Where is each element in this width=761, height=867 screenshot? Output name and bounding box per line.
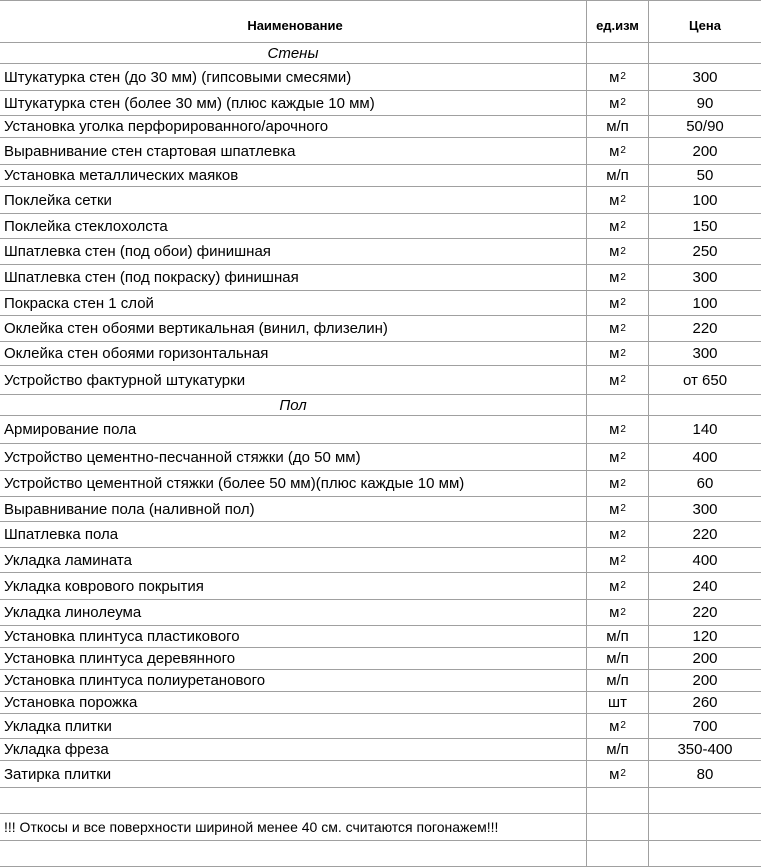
item-unit: м/п bbox=[587, 670, 649, 692]
table-row bbox=[0, 265, 761, 291]
table-row bbox=[0, 739, 761, 761]
item-price: 400 bbox=[649, 548, 761, 573]
table-row bbox=[0, 138, 761, 165]
item-price: 140 bbox=[649, 416, 761, 444]
table-row bbox=[0, 165, 761, 187]
item-unit: м/п bbox=[587, 648, 649, 670]
item-price: 700 bbox=[649, 714, 761, 739]
item-name: Укладка плитки bbox=[0, 714, 587, 739]
table-row bbox=[0, 648, 761, 670]
section-row bbox=[0, 43, 761, 64]
item-price: 250 bbox=[649, 239, 761, 265]
item-unit: м 2 bbox=[587, 187, 649, 214]
item-unit: м 2 bbox=[587, 91, 649, 116]
table-row bbox=[0, 91, 761, 116]
table-row bbox=[0, 600, 761, 626]
item-name: Установка металлических маяков bbox=[0, 165, 587, 187]
item-unit: м 2 bbox=[587, 64, 649, 91]
item-name: Шпатлевка пола bbox=[0, 522, 587, 548]
item-unit: м 2 bbox=[587, 265, 649, 291]
table-row bbox=[0, 416, 761, 444]
item-unit: м/п bbox=[587, 626, 649, 648]
item-price: 300 bbox=[649, 497, 761, 522]
item-name: Установка плинтуса полиуретанового bbox=[0, 670, 587, 692]
item-price: 260 bbox=[649, 692, 761, 714]
item-name: Оклейка стен обоями горизонтальная bbox=[0, 342, 587, 366]
item-name: Установка уголка перфорированного/арочного bbox=[0, 116, 587, 138]
table-row bbox=[0, 214, 761, 239]
item-unit: м 2 bbox=[587, 600, 649, 626]
item-unit: м 2 bbox=[587, 342, 649, 366]
item-price: 240 bbox=[649, 573, 761, 600]
item-price bbox=[649, 841, 761, 867]
item-unit: м/п bbox=[587, 116, 649, 138]
item-unit: м 2 bbox=[587, 497, 649, 522]
table-row bbox=[0, 116, 761, 138]
header-price: Цена bbox=[649, 0, 761, 43]
item-unit: м/п bbox=[587, 165, 649, 187]
item-unit: м 2 bbox=[587, 444, 649, 471]
item-name: Укладка ламината bbox=[0, 548, 587, 573]
table-row bbox=[0, 366, 761, 395]
item-price: 60 bbox=[649, 471, 761, 497]
item-price: 220 bbox=[649, 316, 761, 342]
item-price bbox=[649, 814, 761, 841]
item-price bbox=[649, 395, 761, 416]
item-name: Установка плинтуса деревянного bbox=[0, 648, 587, 670]
table-header-row bbox=[0, 0, 761, 43]
section-title: Пол bbox=[0, 395, 587, 416]
header-name: Наименование bbox=[0, 0, 587, 43]
item-unit bbox=[587, 841, 649, 867]
item-name: Устройство цементно-песчанной стяжки (до 50 мм) bbox=[0, 444, 587, 471]
table-row bbox=[0, 342, 761, 366]
item-unit bbox=[587, 788, 649, 814]
item-price: 100 bbox=[649, 291, 761, 316]
item-unit: м 2 bbox=[587, 291, 649, 316]
item-unit: м 2 bbox=[587, 573, 649, 600]
table-row bbox=[0, 692, 761, 714]
item-unit: м 2 bbox=[587, 416, 649, 444]
item-unit: м 2 bbox=[587, 714, 649, 739]
blank-row bbox=[0, 788, 761, 814]
item-price: 220 bbox=[649, 600, 761, 626]
table-row bbox=[0, 714, 761, 739]
item-unit: м 2 bbox=[587, 522, 649, 548]
item-name: Армирование пола bbox=[0, 416, 587, 444]
item-price: 400 bbox=[649, 444, 761, 471]
item-name: Укладка линолеума bbox=[0, 600, 587, 626]
item-price: 300 bbox=[649, 64, 761, 91]
item-price: от 650 bbox=[649, 366, 761, 395]
table-row bbox=[0, 522, 761, 548]
table-row bbox=[0, 573, 761, 600]
item-name: Выравнивание пола (наливной пол) bbox=[0, 497, 587, 522]
item-price: 120 bbox=[649, 626, 761, 648]
item-name bbox=[0, 788, 587, 814]
item-price: 90 bbox=[649, 91, 761, 116]
item-price bbox=[649, 788, 761, 814]
note-text: !!! Откосы и все поверхности шириной менее 40 см. считаются погонажем!!! bbox=[0, 814, 587, 841]
note-row bbox=[0, 814, 761, 841]
item-name: Устройство фактурной штукатурки bbox=[0, 366, 587, 395]
table-row bbox=[0, 670, 761, 692]
item-unit: м 2 bbox=[587, 239, 649, 265]
item-price bbox=[649, 43, 761, 64]
item-name: Установка порожка bbox=[0, 692, 587, 714]
table-row bbox=[0, 187, 761, 214]
item-name: Штукатурка стен (до 30 мм) (гипсовыми смесями) bbox=[0, 64, 587, 91]
table-row bbox=[0, 471, 761, 497]
section-row bbox=[0, 395, 761, 416]
item-name: Поклейка сетки bbox=[0, 187, 587, 214]
table-row bbox=[0, 316, 761, 342]
item-name: Шпатлевка стен (под обои) финишная bbox=[0, 239, 587, 265]
item-name: Устройство цементной стяжки (более 50 мм)(плюс каждые 10 мм) bbox=[0, 471, 587, 497]
table-row bbox=[0, 64, 761, 91]
item-price: 50/90 bbox=[649, 116, 761, 138]
item-unit: м 2 bbox=[587, 761, 649, 788]
item-name bbox=[0, 841, 587, 867]
table-row bbox=[0, 497, 761, 522]
item-price: 220 bbox=[649, 522, 761, 548]
item-unit bbox=[587, 395, 649, 416]
item-unit: м/п bbox=[587, 739, 649, 761]
item-unit: м 2 bbox=[587, 316, 649, 342]
item-price: 200 bbox=[649, 670, 761, 692]
blank-row bbox=[0, 841, 761, 867]
item-price: 200 bbox=[649, 648, 761, 670]
table-row bbox=[0, 239, 761, 265]
item-name: Покраска стен 1 слой bbox=[0, 291, 587, 316]
item-name: Поклейка стеклохолста bbox=[0, 214, 587, 239]
item-unit: шт bbox=[587, 692, 649, 714]
item-unit: м 2 bbox=[587, 138, 649, 165]
item-unit: м 2 bbox=[587, 214, 649, 239]
item-name: Укладка фреза bbox=[0, 739, 587, 761]
item-price: 50 bbox=[649, 165, 761, 187]
table-row bbox=[0, 626, 761, 648]
table-row bbox=[0, 761, 761, 788]
item-name: Укладка коврового покрытия bbox=[0, 573, 587, 600]
item-price: 80 bbox=[649, 761, 761, 788]
item-name: Оклейка стен обоями вертикальная (винил, флизелин) bbox=[0, 316, 587, 342]
item-price: 300 bbox=[649, 265, 761, 291]
item-unit: м 2 bbox=[587, 366, 649, 395]
item-name: Штукатурка стен (более 30 мм) (плюс каждые 10 мм) bbox=[0, 91, 587, 116]
item-name: Выравнивание стен стартовая шпатлевка bbox=[0, 138, 587, 165]
item-price: 300 bbox=[649, 342, 761, 366]
item-name: Шпатлевка стен (под покраску) финишная bbox=[0, 265, 587, 291]
table-row bbox=[0, 548, 761, 573]
item-name: Затирка плитки bbox=[0, 761, 587, 788]
item-price: 100 bbox=[649, 187, 761, 214]
item-unit bbox=[587, 814, 649, 841]
item-price: 150 bbox=[649, 214, 761, 239]
item-price: 200 bbox=[649, 138, 761, 165]
table-row bbox=[0, 444, 761, 471]
item-price: 350-400 bbox=[649, 739, 761, 761]
table-row bbox=[0, 291, 761, 316]
item-name: Установка плинтуса пластикового bbox=[0, 626, 587, 648]
item-unit bbox=[587, 43, 649, 64]
item-unit: м 2 bbox=[587, 471, 649, 497]
section-title: Стены bbox=[0, 43, 587, 64]
header-unit: ед.изм bbox=[587, 0, 649, 43]
item-unit: м 2 bbox=[587, 548, 649, 573]
